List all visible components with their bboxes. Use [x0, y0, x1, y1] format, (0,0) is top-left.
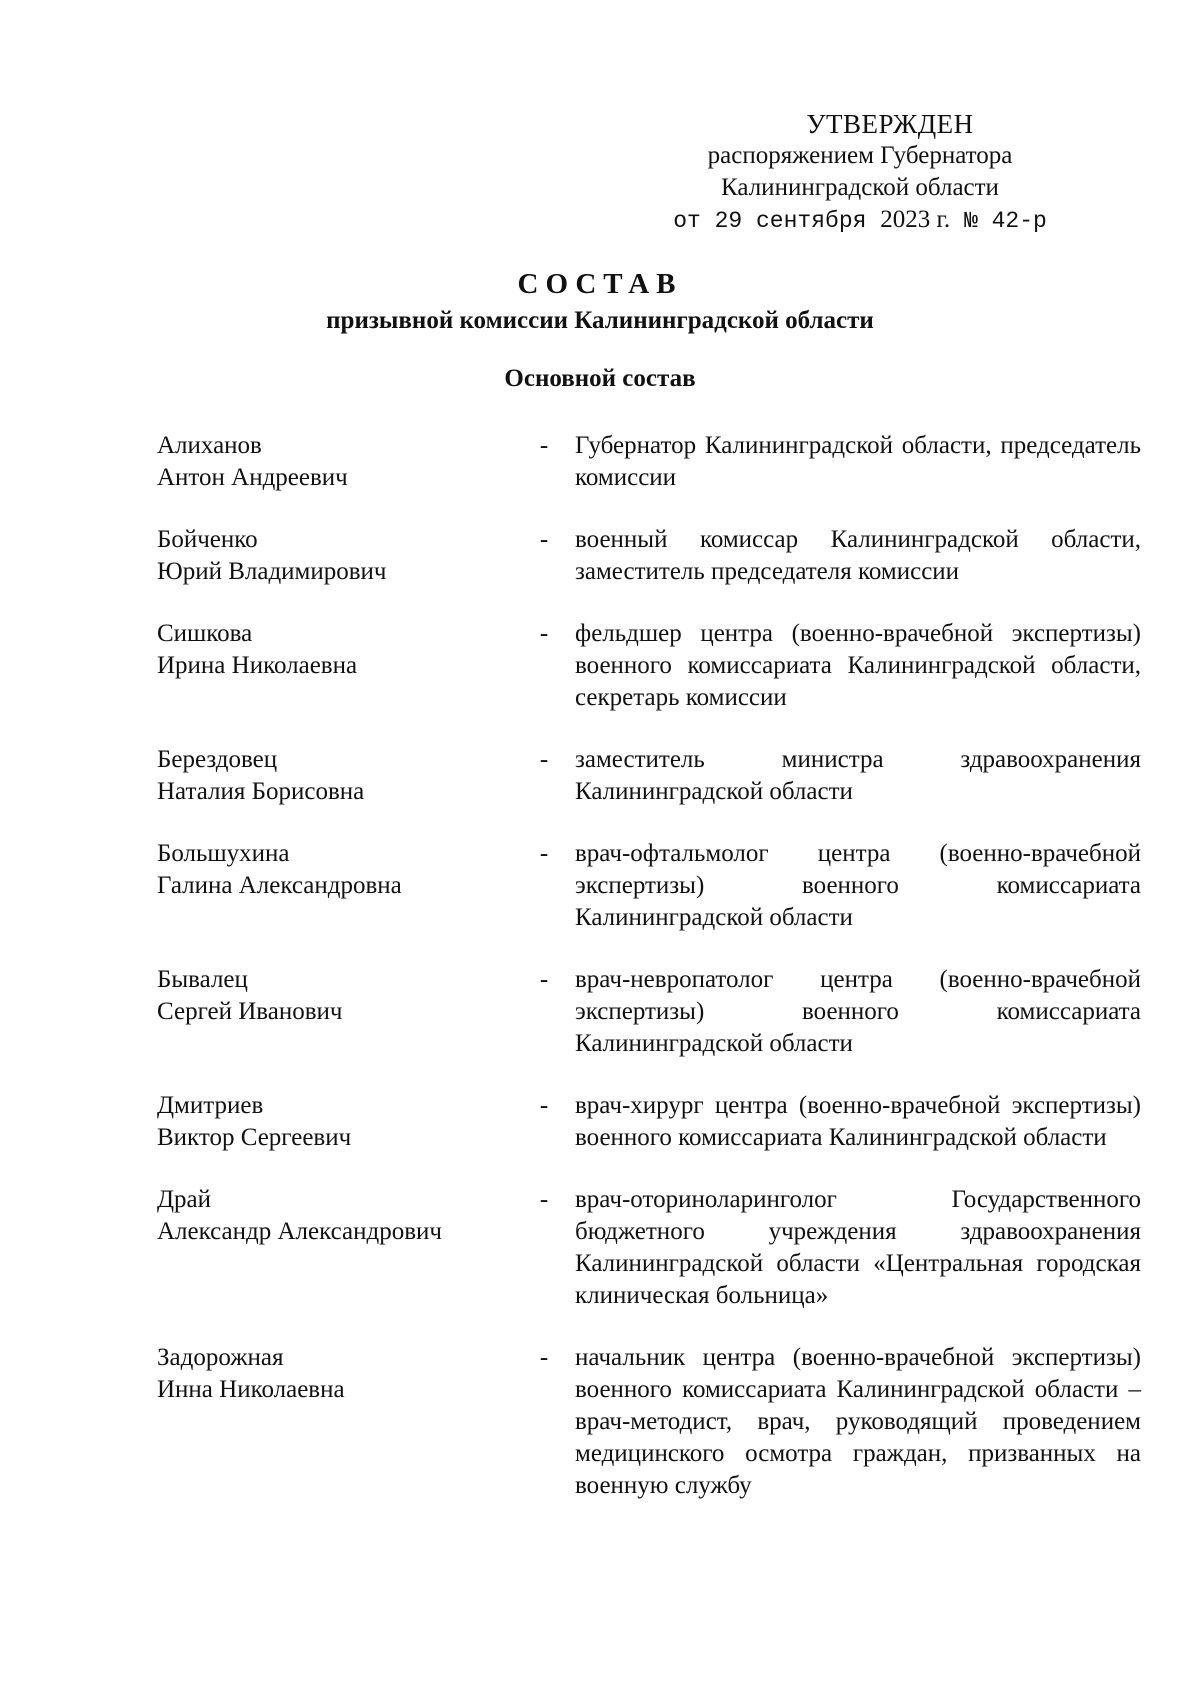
member-surname: Бойченко	[157, 526, 258, 553]
member-dash: -	[539, 432, 549, 459]
member-dash: -	[539, 620, 549, 647]
member-role: врач-невропатолог центра (военно-врачебной экспертизы) военного комиссариата Калининградской области	[575, 966, 1141, 1057]
member-row	[157, 524, 1141, 588]
member-dash: -	[539, 1344, 549, 1371]
member-surname: Бывалец	[157, 966, 248, 993]
member-given-name: Сергей Иванович	[157, 998, 343, 1025]
section-title: Основной состав	[504, 365, 696, 392]
member-dash: -	[539, 1186, 549, 1213]
member-role: Губернатор Калининградской области, председатель комиссии	[575, 432, 1141, 491]
member-surname: Дмитриев	[157, 1092, 264, 1119]
member-given-name: Ирина Николаевна	[157, 652, 358, 679]
member-given-name: Виктор Сергеевич	[157, 1124, 352, 1151]
member-dash: -	[539, 746, 549, 773]
member-name	[157, 1184, 513, 1312]
member-row	[157, 430, 1141, 494]
approval-number: № 42-р	[963, 208, 1047, 234]
member-surname: Задорожная	[157, 1344, 284, 1371]
member-name	[157, 1090, 513, 1154]
member-row	[157, 1184, 1141, 1312]
approval-date-day: от 29 сентября	[673, 208, 867, 234]
document-subtitle: призывной комиссии Калининградской области	[326, 307, 874, 334]
member-name	[157, 524, 513, 588]
member-dash: -	[539, 966, 549, 993]
approval-line-2: Калининградской области	[721, 174, 999, 201]
approval-title: УТВЕРЖДЕН	[806, 109, 974, 139]
approval-date-year: 2023 г.	[880, 206, 951, 233]
member-given-name: Наталия Борисовна	[157, 778, 365, 805]
member-role: врач-офтальмолог центра (военно-врачебной экспертизы) военного комиссариата Калининградской области	[575, 840, 1141, 931]
member-role: военный комиссар Калининградской области, заместитель председателя комиссии	[575, 526, 1141, 585]
member-given-name: Антон Андреевич	[157, 464, 348, 491]
member-surname: Сишкова	[157, 620, 253, 647]
member-given-name: Инна Николаевна	[157, 1376, 345, 1403]
member-row	[157, 744, 1141, 808]
member-surname: Берездовец	[157, 746, 278, 773]
approval-date	[630, 204, 1090, 237]
approval-line-1: распоряжением Губернатора	[707, 142, 1013, 169]
member-row	[157, 1090, 1141, 1154]
member-given-name: Александр Александрович	[157, 1218, 442, 1245]
document-title: СОСТАВ	[517, 268, 683, 300]
member-role: врач-хирург центра (военно-врачебной экспертизы) военного комиссариата Калининградской области	[575, 1092, 1141, 1151]
member-name	[157, 618, 513, 714]
member-given-name: Юрий Владимирович	[157, 558, 387, 585]
member-name	[157, 744, 513, 808]
member-surname: Большухина	[157, 840, 290, 867]
member-surname: Алиханов	[157, 432, 262, 459]
member-role: заместитель министра здравоохранения Калининградской области	[575, 746, 1141, 805]
member-name	[157, 838, 513, 934]
member-dash: -	[539, 526, 549, 553]
member-name	[157, 430, 513, 494]
member-dash: -	[539, 840, 549, 867]
member-role: начальник центра (военно-врачебной экспертизы) военного комиссариата Калининградской области – врач-методист, врач, руководящий проведением медицинского осмотра граждан, призванных на военную службу	[575, 1344, 1141, 1499]
member-row	[157, 964, 1141, 1060]
approval-stamp	[630, 108, 1090, 237]
member-row	[157, 838, 1141, 934]
members-list	[157, 430, 1141, 1532]
member-surname: Драй	[157, 1186, 212, 1213]
member-dash: -	[539, 1092, 549, 1119]
member-row	[157, 618, 1141, 714]
member-role: врач-оториноларинголог Государственного бюджетного учреждения здравоохранения Калининградской области «Центральная городская клиническая больница»	[575, 1186, 1141, 1309]
member-row	[157, 1342, 1141, 1502]
member-given-name: Галина Александровна	[157, 872, 402, 899]
member-name	[157, 964, 513, 1060]
document-heading	[0, 264, 1200, 338]
member-name	[157, 1342, 513, 1502]
member-role: фельдшер центра (военно-врачебной экспертизы) военного комиссариата Калининградской области, секретарь комиссии	[575, 620, 1141, 711]
